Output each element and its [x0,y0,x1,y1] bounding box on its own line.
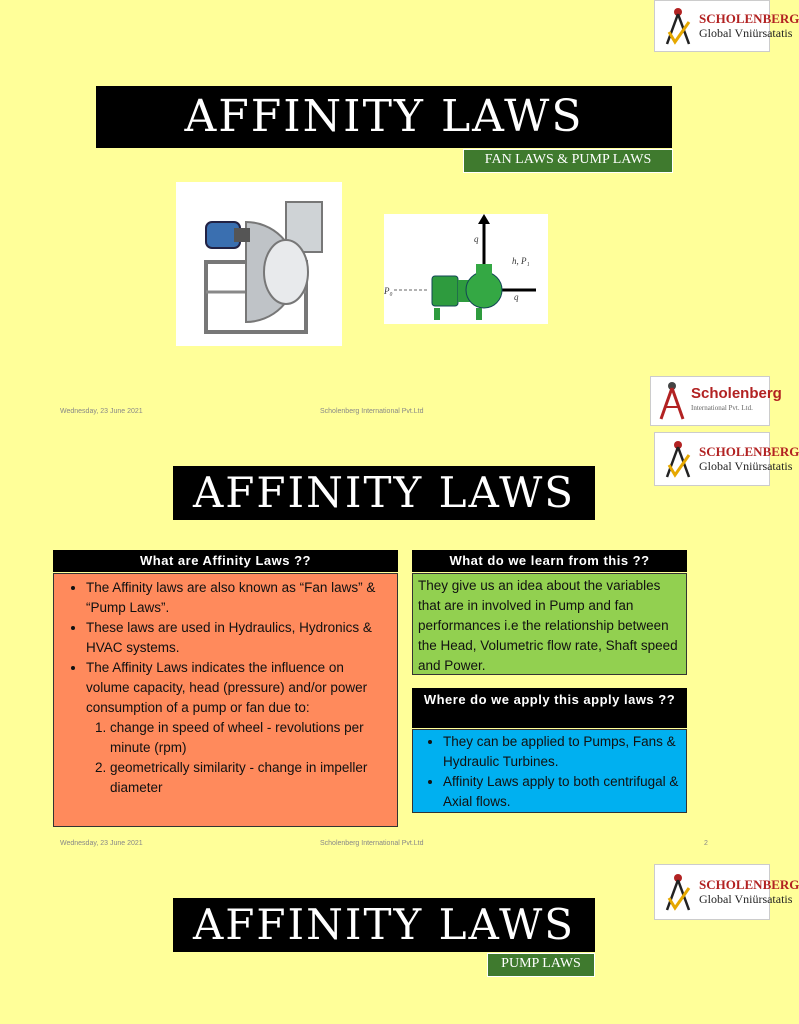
footer-date: Wednesday, 23 June 2021 [60,840,143,847]
numbered-item: 1. change in speed of wheel - revolutions per minute (rpm) [110,718,389,758]
slide-3 [0,864,799,1024]
logo-line-1: SCHOLENBERG [699,444,799,459]
compass-logo-icon [661,6,695,46]
page-number: 2 [704,840,708,847]
apply-bullets [419,732,680,812]
slide-title: AFFINITY LAWS [96,86,672,148]
slide-2-body [0,432,799,860]
learn-panel [412,573,687,675]
bullet-item: • Affinity Laws apply to both centrifugal & Axial flows. [443,772,680,812]
slide-subtitle-tag: PUMP LAWS [487,953,595,977]
slide-subtitle-tag: FAN LAWS & PUMP LAWS [463,149,673,173]
svg-text:q: q [474,234,479,244]
svg-text:h, P₁: h, P₁ [512,256,530,266]
bullet-item: • They can be applied to Pumps, Fans & Hydraulic Turbines. [443,732,680,772]
scholenberg-logo [654,0,799,52]
scholenberg-international-logo [650,376,782,426]
influence-factors-list [86,718,389,798]
svg-text:P₀: P₀ [384,286,393,296]
logo-line-2: International Pvt. Ltd. [691,404,753,412]
bullet-text: The Affinity Laws indicates the influence on volume capacity, head (pressure) and/or power consumption of a pump or fan due to: [86,660,368,715]
scholenberg-logo [654,432,799,486]
apply-heading: Where do we apply this apply laws ?? [412,688,687,728]
footer-organization: Scholenberg International Pvt.Ltd [320,840,424,847]
pump-diagram-image [384,214,548,324]
logo-line-1: SCHOLENBERG [699,877,799,892]
footer-date: Wednesday, 23 June 2021 [60,408,143,415]
bullet-item: • The Affinity laws are also known as “Fan laws” & “Pump Laws”. [86,578,389,618]
numbered-item: 2. geometrically similarity - change in impeller diameter [110,758,389,798]
logo-line-1: Scholenberg [691,385,782,402]
bullet-item [86,658,389,798]
apply-panel [412,729,687,813]
logo-line-2: Global Vniürsatatis [699,26,793,40]
compass-logo-icon [661,439,695,479]
affinity-laws-bullets [62,578,389,798]
affinity-laws-heading: What are Affinity Laws ?? [53,550,398,572]
logo-line-2: Global Vniürsatatis [699,459,793,473]
slide-title: AFFINITY LAWS [173,466,595,520]
compass-logo-icon [657,381,687,421]
affinity-laws-panel [53,573,398,827]
logo-line-1: SCHOLENBERG [699,11,799,26]
slide-1 [0,0,799,420]
svg-text:q: q [514,292,519,302]
learn-text: They give us an idea about the variables that are in involved in Pump and fan performances i.e the relationship between the Head, Volumetric flow rate, Shaft speed and Power. [418,578,678,673]
slide-title: AFFINITY LAWS [173,898,595,952]
scholenberg-logo [654,864,799,920]
learn-heading: What do we learn from this ?? [412,550,687,572]
centrifugal-fan-image [176,182,342,346]
bullet-item: • These laws are used in Hydraulics, Hydronics & HVAC systems. [86,618,389,658]
footer-organization: Scholenberg International Pvt.Ltd [320,408,424,415]
compass-logo-icon [661,872,695,912]
logo-line-2: Global Vniürsatatis [699,892,793,906]
